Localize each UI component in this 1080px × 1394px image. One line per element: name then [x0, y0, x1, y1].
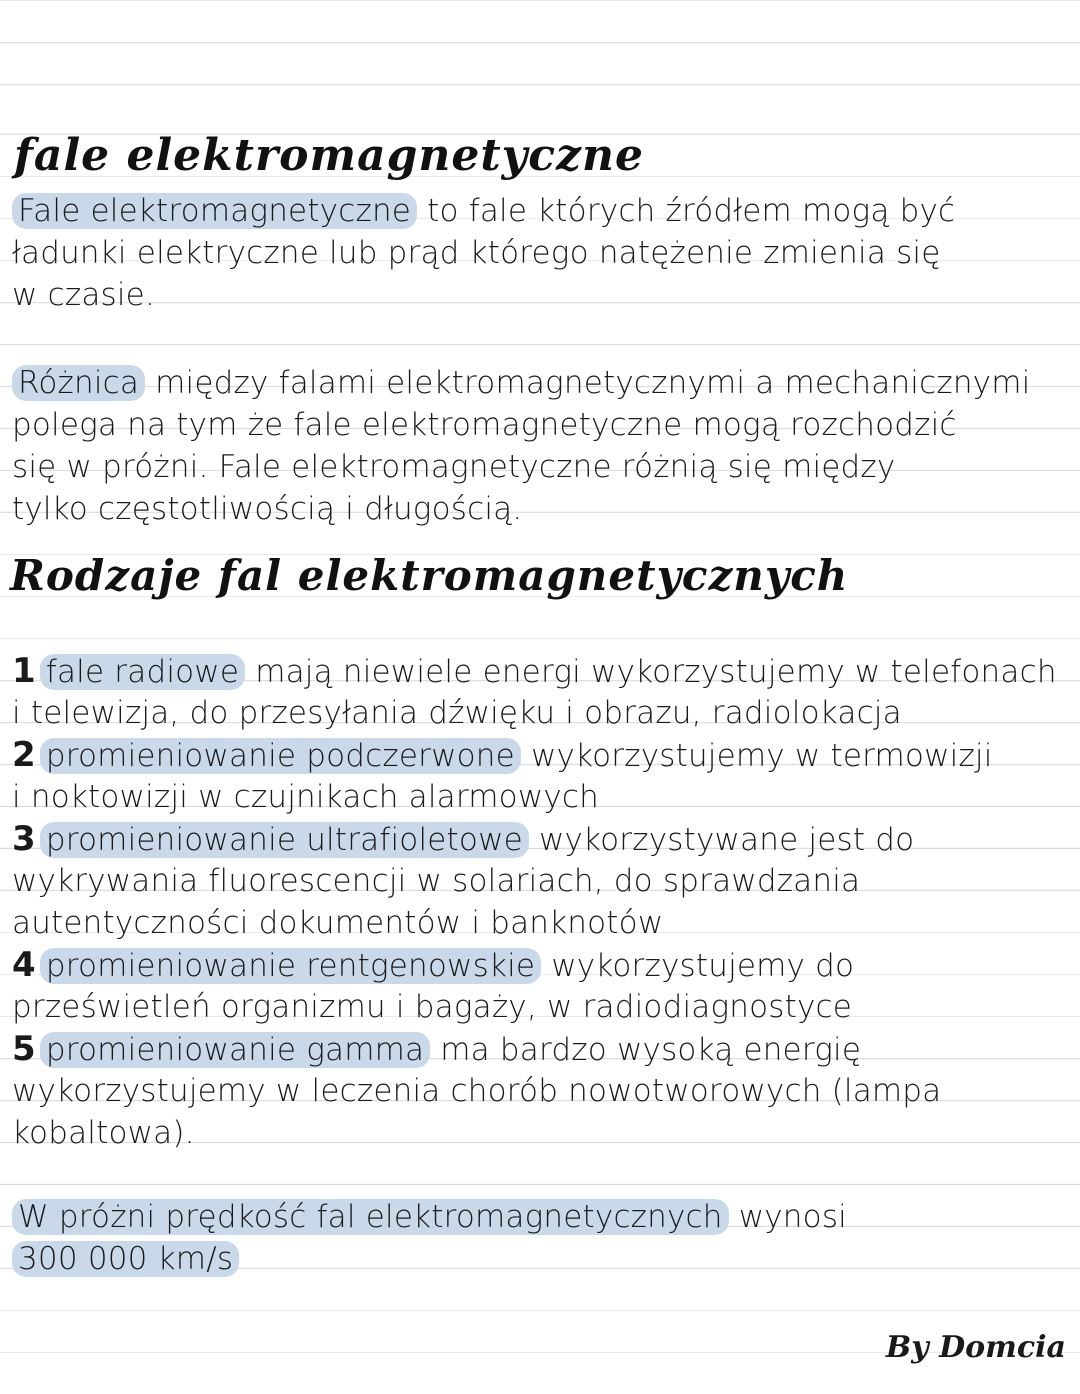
main-heading: fale elektromagnetyczne	[14, 130, 644, 181]
difference-line-4: tylko częstotliwością i długością.	[12, 491, 523, 527]
type-3-term-highlight: promieniowanie ultrafioletowe	[40, 822, 529, 858]
type-5-term-highlight: promieniowanie gamma	[40, 1032, 430, 1068]
type-1-line-1-text: mają niewiele energi wykorzystujemy w telefonach	[245, 654, 1057, 690]
speed-line-1-text: wynosi	[728, 1199, 847, 1235]
difference-line-1	[12, 362, 1072, 404]
type-2-term-highlight: promieniowanie podczerwone	[40, 738, 521, 774]
difference-term-highlight: Różnica	[12, 365, 145, 401]
type-5-line-1-text: ma bardzo wysoką energię	[430, 1032, 862, 1068]
type-4-line-1	[12, 944, 1072, 987]
type-3-line-1-text: wykorzystywane jest do	[528, 822, 915, 858]
speed-term-highlight: W próżni prędkość fal elektromagnetycznych	[12, 1199, 729, 1235]
type-3-line-2: wykrywania fluorescencji w solariach, do sprawdzania	[12, 863, 861, 899]
type-4-line-1-text: wykorzystujemy do	[541, 948, 855, 984]
type-5-line-2: wykorzystujemy w leczenia chorób nowotworowych (lampa	[12, 1073, 942, 1109]
difference-line-1-text: między falami elektromagnetycznymi a mechanicznymi	[145, 365, 1031, 401]
type-4-line-2: prześwietleń organizmu i bagaży, w radiodiagnostyce	[12, 989, 853, 1025]
intro-line-1	[12, 190, 1072, 232]
type-4-number: 4	[12, 945, 36, 985]
type-3-line-3: autentyczności dokumentów i banknotów	[12, 905, 664, 941]
type-5-line-3: kobaltowa).	[12, 1115, 195, 1151]
signature: By Domcia	[885, 1330, 1066, 1365]
speed-line-2	[12, 1238, 1072, 1280]
type-1-line-2: i telewizja, do przesyłania dźwięku i obrazu, radiolokacja	[12, 695, 902, 731]
type-1-term-highlight: fale radiowe	[40, 654, 245, 690]
types-heading: Rodzaje fal elektromagnetycznych	[10, 551, 849, 600]
type-3-number: 3	[12, 819, 36, 859]
intro-line-3: w czasie.	[12, 277, 156, 313]
type-1-number: 1	[12, 651, 36, 691]
type-2-line-2: i noktowizji w czujnikach alarmowych	[12, 779, 600, 815]
type-2-number: 2	[12, 735, 36, 775]
type-4-term-highlight: promieniowanie rentgenowskie	[40, 948, 541, 984]
type-5-line-1	[12, 1028, 1072, 1071]
intro-line-1-text: to fale których źródłem mogą być	[417, 193, 956, 229]
speed-line-1	[12, 1196, 1072, 1238]
intro-line-2: ładunki elektryczne lub prąd którego natężenie zmienia się	[12, 235, 941, 271]
type-2-line-1-text: wykorzystujemy w termowizji	[520, 738, 993, 774]
difference-line-2: polega na tym że fale elektromagnetyczne mogą rozchodzić	[12, 407, 957, 443]
type-1-line-1	[12, 650, 1072, 693]
intro-term-highlight: Fale elektromagnetyczne	[12, 193, 417, 229]
type-5-number: 5	[12, 1029, 36, 1069]
type-3-line-1	[12, 818, 1072, 861]
speed-value-highlight: 300 000 km/s	[12, 1241, 239, 1277]
type-2-line-1	[12, 734, 1072, 777]
difference-line-3: się w próżni. Fale elektromagnetyczne różnią się między	[12, 449, 896, 485]
